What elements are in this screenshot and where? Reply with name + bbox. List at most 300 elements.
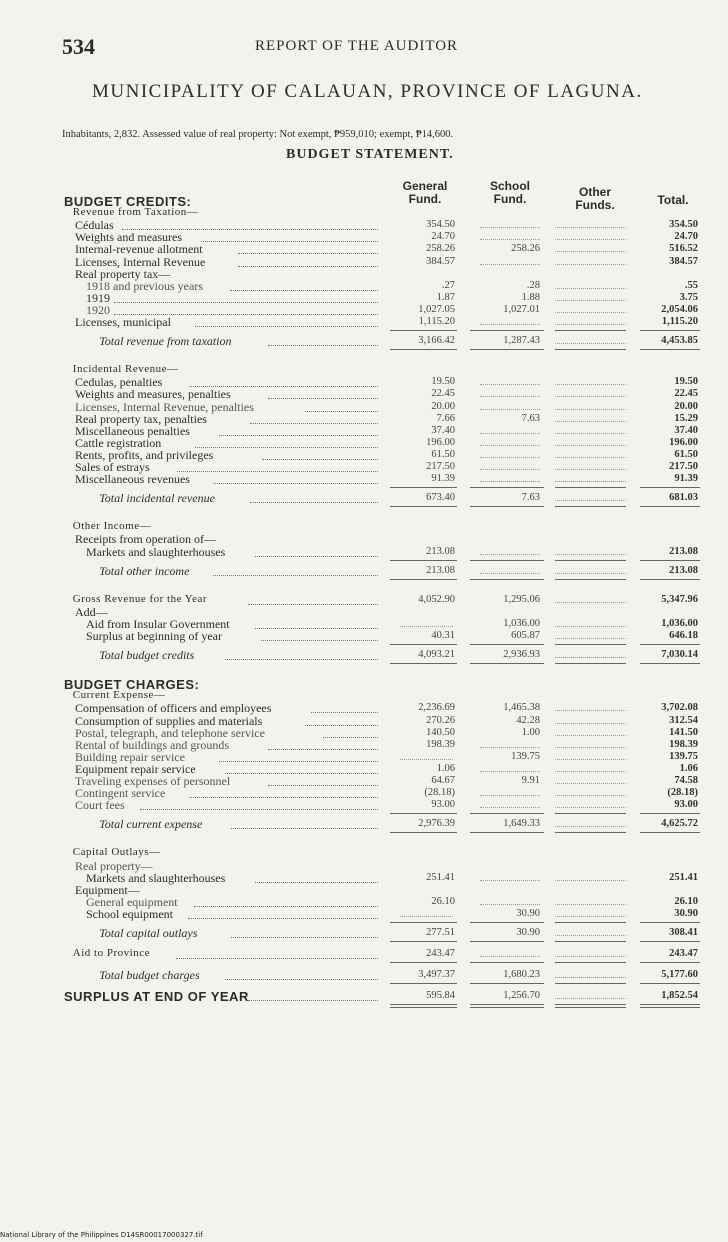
column-header-school: School Fund.	[489, 179, 530, 206]
column-header-other: Other Funds.	[575, 185, 615, 212]
empty-cell-dots	[555, 904, 626, 905]
leader-dots	[305, 411, 378, 412]
leader-dots	[195, 447, 378, 448]
amount-total: (28.18)	[667, 787, 698, 799]
row-label: Receipts from operation of—	[75, 532, 216, 547]
amount-total: 1,852.54	[661, 990, 698, 1002]
amount-total: 1,115.20	[661, 316, 698, 327]
empty-cell-dots	[480, 481, 540, 482]
empty-cell-dots	[480, 433, 540, 434]
column-rule	[640, 1007, 700, 1008]
amount-general: 37.40	[431, 424, 455, 436]
amount-general: (28.18)	[424, 787, 455, 799]
empty-cell-dots	[555, 657, 626, 658]
empty-cell-dots	[555, 288, 626, 289]
amount-general: 1.06	[436, 762, 455, 774]
amount-school: 2,936.93	[503, 649, 540, 661]
amount-total: 1,036.00	[661, 617, 698, 629]
amount-total: 37.40	[674, 424, 698, 436]
empty-cell-dots	[480, 795, 540, 796]
leader-dots	[250, 423, 378, 424]
amount-general: 4,052.90	[418, 593, 455, 605]
empty-cell-dots	[555, 956, 626, 957]
row-label: Total budget credits	[99, 648, 195, 663]
column-rule	[470, 922, 544, 923]
row-label: Markets and slaughterhouses	[86, 870, 226, 885]
row-label: Internal-revenue allotment	[75, 242, 203, 257]
amount-total: 15.29	[674, 412, 698, 424]
empty-cell-dots	[555, 312, 626, 313]
empty-cell-dots	[480, 445, 540, 446]
empty-cell-dots	[480, 324, 540, 325]
amount-general: .27	[441, 279, 455, 291]
row-label: 1920	[86, 302, 110, 317]
amount-total: 139.75	[669, 750, 698, 762]
leader-dots	[219, 435, 378, 436]
amount-total: 312.54	[669, 714, 698, 726]
empty-cell-dots	[555, 251, 626, 252]
leader-dots	[248, 604, 378, 605]
column-rule	[390, 330, 457, 331]
column-rule	[640, 663, 700, 664]
amount-general: 270.26	[426, 714, 455, 726]
leader-dots	[268, 749, 378, 750]
leader-dots	[219, 761, 378, 762]
leader-dots	[268, 785, 378, 786]
column-rule	[470, 813, 544, 814]
amount-total: 22.45	[674, 388, 698, 400]
leader-dots	[189, 797, 378, 798]
leader-dots	[176, 958, 378, 959]
row-label: Current Expense—	[72, 689, 166, 702]
empty-cell-dots	[555, 384, 626, 385]
row-label: School equipment	[86, 906, 173, 921]
empty-cell-dots	[555, 735, 626, 736]
running-title: REPORT OF THE AUDITOR	[255, 38, 459, 54]
row-label: BUDGET CHARGES:	[64, 677, 200, 693]
amount-general: 213.08	[426, 564, 455, 576]
row-label: Postal, telegraph, and telephone service	[75, 725, 265, 740]
column-rule	[640, 349, 700, 350]
leader-dots	[177, 471, 378, 472]
empty-cell-dots	[555, 239, 626, 240]
empty-cell-dots	[480, 956, 540, 957]
column-rule	[390, 506, 457, 507]
column-rule	[470, 983, 544, 984]
amount-total: 141.50	[669, 726, 698, 738]
column-rule	[555, 1007, 626, 1008]
column-rule	[470, 487, 544, 488]
page-number: 534	[62, 34, 95, 59]
row-label: Licenses, Internal Revenue, penalties	[75, 399, 254, 414]
empty-cell-dots	[555, 916, 626, 917]
empty-cell-dots	[480, 457, 540, 458]
column-rule	[470, 560, 544, 561]
row-label: Real property—	[75, 858, 153, 873]
row-label: BUDGET CREDITS:	[64, 194, 192, 209]
column-rule	[555, 487, 626, 488]
empty-cell-dots	[555, 227, 626, 228]
amount-total: 93.00	[674, 799, 698, 811]
column-rule	[640, 579, 700, 580]
column-rule	[555, 832, 626, 833]
amount-total: 4,625.72	[661, 818, 698, 830]
column-rule	[470, 941, 544, 942]
row-label: Markets and slaughterhouses	[86, 544, 226, 559]
column-rule	[555, 330, 626, 331]
empty-cell-dots	[555, 469, 626, 470]
leader-dots	[114, 302, 378, 303]
amount-general: 40.31	[431, 630, 455, 641]
column-rule	[640, 962, 700, 963]
column-rule	[390, 983, 457, 984]
row-label: Total budget charges	[99, 968, 200, 983]
amount-total: 19.50	[674, 376, 698, 388]
column-rule	[390, 1004, 457, 1005]
amount-school: 42.28	[516, 714, 540, 726]
row-label: Total revenue from taxation	[99, 334, 232, 349]
municipality-title: MUNICIPALITY OF CALAUAN, PROVINCE OF LAGUNA.	[92, 81, 643, 102]
statement-title: BUDGET STATEMENT.	[286, 147, 454, 162]
leader-dots	[261, 640, 378, 641]
leader-dots	[188, 918, 378, 919]
amount-general: 140.50	[426, 726, 455, 738]
empty-cell-dots	[555, 759, 626, 760]
row-label: Licenses, municipal	[75, 315, 171, 329]
column-rule	[470, 1007, 544, 1008]
amount-school: 1,465.38	[503, 702, 540, 714]
amount-general: 384.57	[426, 255, 455, 267]
amount-total: 681.03	[669, 492, 698, 504]
amount-school: 1,295.06	[503, 593, 540, 605]
empty-cell-dots	[480, 409, 540, 410]
leader-dots	[230, 290, 378, 291]
column-rule	[390, 962, 457, 963]
column-rule	[390, 644, 457, 645]
amount-total: 91.39	[674, 473, 698, 485]
row-label: Real property tax, penalties	[75, 411, 207, 426]
amount-general: 91.39	[431, 473, 455, 485]
row-label: SURPLUS AT END OF YEAR	[64, 989, 249, 1005]
empty-cell-dots	[555, 433, 626, 434]
empty-cell-dots	[480, 239, 540, 240]
amount-general: 93.00	[431, 799, 455, 811]
empty-cell-dots	[555, 500, 626, 501]
amount-general: 24.70	[431, 231, 455, 243]
leader-dots	[201, 241, 378, 242]
empty-cell-dots	[555, 783, 626, 784]
column-rule	[390, 663, 457, 664]
column-rule	[470, 579, 544, 580]
amount-school: 258.26	[511, 243, 540, 255]
amount-general: 198.39	[426, 738, 455, 750]
amount-general: 217.50	[426, 461, 455, 472]
empty-cell-dots	[555, 457, 626, 458]
leader-dots	[195, 326, 378, 327]
column-rule	[390, 813, 457, 814]
amount-general: 64.67	[431, 775, 455, 786]
row-label: Aid to Province	[72, 947, 150, 960]
amount-total: 243.47	[669, 948, 698, 960]
column-rule	[390, 349, 457, 350]
row-label: Total capital outlays	[99, 926, 198, 940]
row-label: Compensation of officers and employees	[75, 701, 272, 716]
row-label: Rents, profits, and privileges	[75, 447, 214, 462]
empty-cell-dots	[555, 396, 626, 397]
empty-cell-dots	[480, 264, 540, 265]
column-rule	[470, 506, 544, 507]
row-label: Surplus at beginning of year	[86, 629, 222, 643]
leader-dots	[213, 483, 378, 484]
empty-cell-dots	[555, 807, 626, 808]
amount-total: 646.18	[669, 630, 698, 641]
empty-cell-dots	[555, 935, 626, 936]
scan-footer: National Library of the Philippines D14SR00017000327.tif	[0, 1231, 203, 1239]
row-label: Sales of estrays	[75, 460, 150, 474]
column-rule	[640, 832, 700, 833]
leader-dots	[268, 398, 378, 399]
column-rule	[390, 922, 457, 923]
row-label: Consumption of supplies and materials	[75, 713, 263, 728]
amount-total: 20.00	[674, 400, 698, 412]
column-rule	[555, 663, 626, 664]
leader-dots	[268, 345, 378, 346]
amount-school: 1,027.01	[503, 303, 540, 315]
row-label: Licenses, Internal Revenue	[75, 254, 206, 269]
column-rule	[640, 644, 700, 645]
empty-cell-dots	[555, 573, 626, 574]
row-label: General equipment	[86, 894, 178, 909]
amount-general: 213.08	[426, 545, 455, 557]
empty-cell-dots	[555, 880, 626, 881]
column-rule	[390, 1007, 457, 1008]
leader-dots	[250, 502, 378, 503]
amount-general: 2,236.69	[418, 702, 455, 714]
row-label: Aid from Insular Government	[86, 616, 230, 631]
row-label: Other Income—	[72, 520, 152, 533]
leader-dots	[231, 828, 378, 829]
amount-school: .28	[526, 279, 540, 291]
amount-general: 20.00	[431, 400, 455, 412]
column-rule	[555, 983, 626, 984]
amount-general: 26.10	[431, 895, 455, 907]
amount-total: 26.10	[674, 895, 698, 907]
leader-dots	[225, 659, 378, 660]
amount-general: 354.50	[426, 219, 455, 231]
empty-cell-dots	[555, 710, 626, 711]
column-rule	[640, 560, 700, 561]
row-label: Total incidental revenue	[99, 491, 215, 506]
empty-cell-dots	[480, 807, 540, 808]
empty-cell-dots	[555, 998, 626, 999]
column-rule	[555, 579, 626, 580]
amount-total: 30.90	[674, 907, 698, 919]
column-rule	[555, 349, 626, 350]
empty-cell-dots	[555, 445, 626, 446]
row-label: Incidental Revenue—	[72, 363, 179, 376]
column-rule	[470, 962, 544, 963]
amount-school: 1,036.00	[503, 617, 540, 629]
amount-general: 7.66	[436, 412, 455, 424]
amount-total: 251.41	[669, 871, 698, 883]
row-label: Building repair service	[75, 749, 185, 764]
row-label: 1919	[86, 290, 110, 305]
amount-total: 198.39	[669, 738, 698, 750]
column-rule	[390, 487, 457, 488]
empty-cell-dots	[555, 638, 626, 639]
amount-school: 1,256.70	[503, 990, 540, 1002]
row-label: Gross Revenue for the Year	[72, 592, 208, 605]
empty-cell-dots	[400, 626, 453, 627]
column-header-general: General Fund.	[402, 179, 448, 206]
amount-total: 3,702.08	[661, 702, 698, 714]
row-label: Court fees	[75, 798, 125, 813]
leader-dots	[255, 628, 378, 629]
empty-cell-dots	[400, 759, 453, 760]
column-rule	[555, 941, 626, 942]
amount-general: 3,166.42	[418, 335, 455, 347]
column-rule	[390, 941, 457, 942]
empty-cell-dots	[480, 227, 540, 228]
column-rule	[470, 1004, 544, 1005]
amount-total: 4,453.85	[661, 335, 698, 347]
column-rule	[555, 813, 626, 814]
empty-cell-dots	[480, 904, 540, 905]
leader-dots	[255, 882, 378, 883]
amount-total: 61.50	[674, 448, 698, 460]
amount-total: 213.08	[669, 564, 698, 576]
leader-dots	[262, 459, 378, 460]
empty-cell-dots	[480, 396, 540, 397]
amount-general: 243.47	[426, 948, 455, 960]
leader-dots	[323, 737, 378, 738]
amount-general: 251.41	[426, 871, 455, 883]
column-rule	[470, 644, 544, 645]
amount-total: .55	[684, 279, 698, 291]
column-rule	[640, 922, 700, 923]
amount-total: 5,347.96	[661, 593, 698, 605]
row-label: Revenue from Taxation—	[72, 206, 199, 219]
empty-cell-dots	[480, 880, 540, 881]
column-rule	[555, 506, 626, 507]
amount-general: 673.40	[426, 492, 455, 504]
amount-general: 2,976.39	[418, 818, 455, 830]
column-header-total: Total.	[657, 193, 689, 207]
empty-cell-dots	[555, 343, 626, 344]
row-label: Traveling expenses of personnel	[75, 774, 231, 788]
leader-dots	[225, 773, 378, 774]
empty-cell-dots	[555, 300, 626, 301]
row-label: Equipment repair service	[75, 761, 196, 776]
empty-cell-dots	[555, 602, 626, 603]
empty-cell-dots	[555, 324, 626, 325]
leader-dots	[225, 979, 378, 980]
column-rule	[640, 941, 700, 942]
empty-cell-dots	[555, 723, 626, 724]
amount-general: 196.00	[426, 436, 455, 448]
row-label: Total current expense	[99, 817, 203, 832]
amount-general: 61.50	[431, 448, 455, 460]
amount-total: 516.52	[669, 243, 698, 255]
empty-cell-dots	[555, 409, 626, 410]
amount-school: 30.90	[516, 907, 540, 919]
empty-cell-dots	[555, 481, 626, 482]
amount-school: 30.90	[516, 927, 540, 938]
row-label: Cédulas	[75, 218, 114, 233]
column-rule	[470, 832, 544, 833]
empty-cell-dots	[480, 384, 540, 385]
amount-general: 258.26	[426, 243, 455, 255]
column-rule	[555, 560, 626, 561]
amount-total: 217.50	[669, 461, 698, 472]
inhabitants-line: Inhabitants, 2,832. Assessed value of real property: Not exempt, ₱959,010; exempt, ₱14,600.	[62, 129, 454, 140]
empty-cell-dots	[555, 421, 626, 422]
row-label: Rental of buildings and grounds	[75, 737, 229, 752]
empty-cell-dots	[555, 747, 626, 748]
column-rule	[470, 663, 544, 664]
column-rule	[640, 1004, 700, 1005]
amount-total: 196.00	[669, 436, 698, 448]
row-label: Weights and measures	[75, 230, 183, 245]
empty-cell-dots	[480, 554, 540, 555]
empty-cell-dots	[555, 795, 626, 796]
amount-total: 3.75	[679, 291, 698, 303]
leader-dots	[255, 556, 378, 557]
amount-school: 1,649.33	[503, 818, 540, 830]
amount-total: 1.06	[679, 762, 698, 774]
amount-general: 19.50	[431, 376, 455, 388]
column-rule	[470, 330, 544, 331]
amount-school: 7.63	[521, 492, 540, 504]
row-label: Cedulas, penalties	[75, 375, 163, 390]
empty-cell-dots	[480, 747, 540, 748]
amount-school: 605.87	[511, 630, 540, 641]
column-rule	[640, 330, 700, 331]
column-rule	[390, 579, 457, 580]
row-label: Weights and measures, penalties	[75, 387, 231, 402]
amount-total: 354.50	[669, 219, 698, 231]
empty-cell-dots	[555, 826, 626, 827]
row-label: Cattle registration	[75, 435, 162, 450]
column-rule	[555, 1004, 626, 1005]
amount-total: 5,177.60	[661, 969, 698, 981]
amount-general: 277.51	[426, 927, 455, 938]
column-rule	[640, 506, 700, 507]
amount-total: 2,054.06	[661, 303, 698, 315]
amount-general: 1,027.05	[418, 303, 455, 315]
amount-general: 4,093.21	[418, 649, 455, 661]
empty-cell-dots	[480, 469, 540, 470]
column-rule	[555, 922, 626, 923]
amount-school: 139.75	[511, 750, 540, 762]
empty-cell-dots	[480, 573, 540, 574]
empty-cell-dots	[480, 771, 540, 772]
row-label: Miscellaneous revenues	[75, 472, 190, 487]
row-label: Capital Outlays—	[72, 846, 161, 859]
empty-cell-dots	[555, 626, 626, 627]
amount-total: 213.08	[669, 545, 698, 557]
leader-dots	[213, 575, 378, 576]
amount-general: 22.45	[431, 388, 455, 400]
row-label: Equipment—	[75, 882, 140, 897]
column-rule	[640, 983, 700, 984]
column-rule	[390, 832, 457, 833]
empty-cell-dots	[555, 554, 626, 555]
amount-total: 7,030.14	[661, 649, 698, 661]
leader-dots	[140, 809, 378, 810]
amount-school: 9.91	[521, 775, 540, 786]
column-rule	[390, 560, 457, 561]
